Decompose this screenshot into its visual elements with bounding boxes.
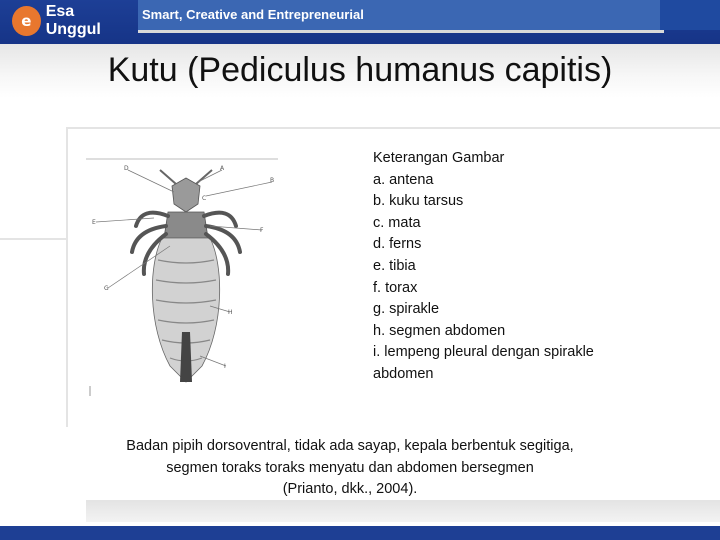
figure-caption [80, 436, 620, 501]
legend-item: h. segmen abdomen [373, 322, 506, 339]
tagline: Smart, Creative and Entrepreneurial [138, 0, 664, 33]
louse-figure [86, 156, 286, 400]
svg-text:I: I [224, 363, 226, 370]
svg-text:H: H [228, 309, 233, 316]
logo-mark-icon: e [12, 6, 41, 36]
frame-line-left [66, 127, 68, 427]
svg-text:B: B [270, 177, 275, 184]
frame-line-top [66, 127, 720, 129]
university-logo [12, 4, 130, 38]
legend-item: a. antena [373, 171, 434, 188]
svg-text:D: D [124, 165, 129, 172]
caption-citation: (Prianto, dkk., 2004). [282, 481, 418, 498]
svg-text:E: E [92, 219, 96, 226]
footer-blue-bar [0, 526, 720, 540]
legend-item: e. tibia [373, 257, 416, 274]
svg-text:C: C [202, 195, 207, 202]
caption-line: Badan pipih dorsoventral, tidak ada sayap, kepala berbentuk segitiga, [126, 438, 574, 454]
figure-legend [373, 148, 673, 386]
legend-item: c. mata [373, 214, 421, 231]
slide-title: Kutu (Pediculus humanus capitis) [107, 51, 613, 89]
legend-heading: Keterangan Gambar [373, 150, 505, 166]
legend-item: f. torax [373, 279, 418, 296]
legend-item: d. ferns [373, 236, 422, 253]
head-louse-diagram-icon [86, 156, 286, 400]
legend-item: g. spirakle [373, 301, 440, 318]
frame-line-side [0, 238, 66, 240]
legend-item: i. lempeng pleural dengan spirakle [373, 344, 594, 361]
header-tail [660, 0, 720, 30]
caption-line: segmen toraks toraks menyatu dan abdomen bersegmen [166, 459, 534, 476]
legend-item: b. kuku tarsus [373, 193, 464, 210]
svg-text:G: G [104, 285, 109, 292]
logo-text: Esa Unggul [45, 3, 101, 38]
footer-gray-bar [86, 500, 720, 522]
svg-text:A: A [220, 165, 225, 172]
svg-text:F: F [260, 227, 264, 234]
header-bar [0, 0, 720, 44]
legend-item: abdomen [373, 365, 434, 382]
